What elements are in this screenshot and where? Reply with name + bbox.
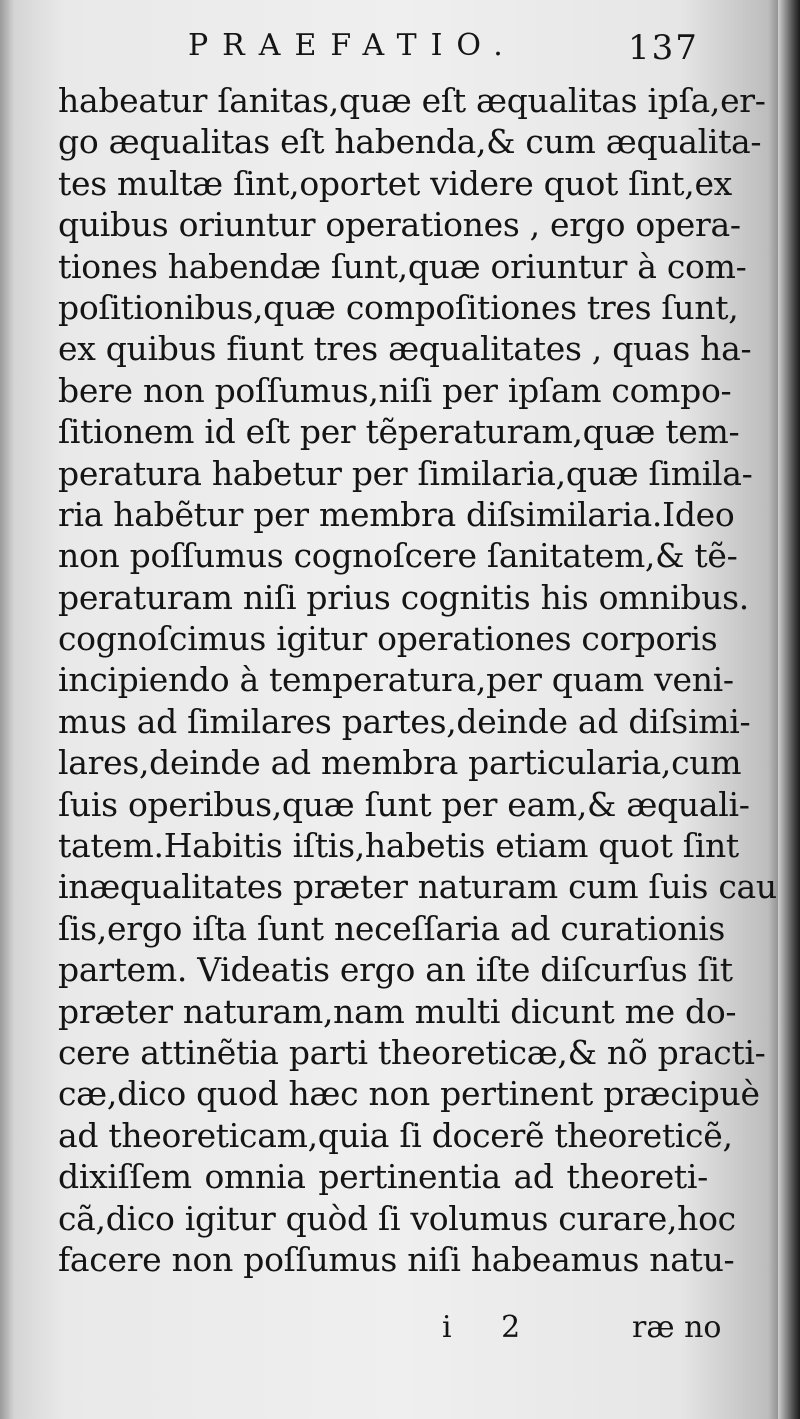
page-footer xyxy=(0,1300,800,1360)
catchword: ræ no xyxy=(632,1310,722,1345)
text-line: non poſſumus cognoſcere ſanitatem,& tẽ- xyxy=(58,536,738,576)
text-line: go æqualitas eſt habenda,& cum æqualita- xyxy=(58,122,762,162)
text-line: præter naturam,nam multi dicunt me do- xyxy=(58,991,737,1031)
text-line: cere attinẽtia parti theoreticæ,& nõ practi- xyxy=(58,1032,766,1072)
text-line: ad theoreticam,quia ſi docerẽ theoreticẽ, xyxy=(58,1115,733,1155)
text-line: quibus oriuntur operationes , ergo opera- xyxy=(58,205,741,245)
text-line: inæqualitates præter naturam cum ſuis cau xyxy=(58,867,777,907)
text-line: incipiendo à temperatura,per quam veni- xyxy=(58,660,734,700)
page-header xyxy=(0,28,800,78)
text-line: dixiſſem omnia pertinentia ad theoreti- xyxy=(58,1157,708,1197)
text-line: peraturam niſi prius cognitis his omnibus. xyxy=(58,577,749,617)
page-number: 137 xyxy=(628,28,699,68)
signature-mark: i 2 xyxy=(442,1310,541,1345)
text-line: poſitionibus,quæ compoſitiones tres ſunt, xyxy=(58,287,739,327)
text-line: bere non poſſumus,niſi per ipſam compo- xyxy=(58,370,732,410)
text-line: ſis,ergo iſta ſunt neceſſaria ad curationis xyxy=(58,908,726,948)
text-line: tes multæ ſint,oportet videre quot ſint,ex xyxy=(58,163,732,203)
text-line: habeatur ſanitas,quæ eſt æqualitas ipſa,er- xyxy=(58,81,766,120)
text-line: partem. Videatis ergo an iſte diſcurſus ſit xyxy=(58,950,733,990)
page-left-edge xyxy=(0,0,14,1419)
text-line: mus ad ſimilares partes,deinde ad diſsimi- xyxy=(58,701,751,741)
text-line: tatem.Habitis iſtis,habetis etiam quot ſint xyxy=(58,826,739,866)
body-text xyxy=(58,80,777,1280)
text-line: ſuis operibus,quæ ſunt per eam,& æquali- xyxy=(58,784,750,824)
text-line: cognoſcimus igitur operationes corporis xyxy=(58,619,718,659)
running-head: PRAEFATIO. xyxy=(188,28,517,63)
text-line: tiones habendæ ſunt,quæ oriuntur à com- xyxy=(58,246,747,286)
text-line: lares,deinde ad membra particularia,cum xyxy=(58,743,742,783)
text-line: cã,dico igitur quòd ſi volumus curare,hoc xyxy=(58,1198,736,1238)
text-line: ria habẽtur per membra diſsimilaria.Ideo xyxy=(58,494,735,534)
page-right-edge xyxy=(778,0,800,1419)
text-line: ex quibus fiunt tres æqualitates , quas ha- xyxy=(58,329,752,369)
text-line: peratura habetur per ſimilaria,quæ ſimila- xyxy=(58,453,753,493)
text-line: cæ,dico quod hæc non pertinent præcipuè xyxy=(58,1074,760,1114)
text-line: ſitionem id eſt per tẽperaturam,quæ tem- xyxy=(58,412,740,452)
text-line: facere non poſſumus niſi habeamus natu- xyxy=(58,1239,735,1279)
